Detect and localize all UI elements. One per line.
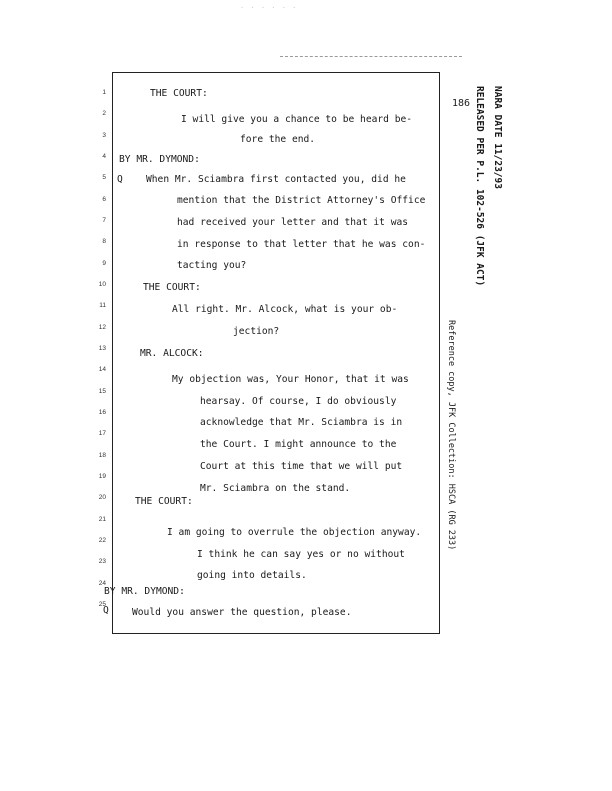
top-smudge: · · · · · · (240, 4, 298, 12)
line-number: 13 (98, 345, 106, 352)
transcript-line: I think he can say yes or no without (197, 549, 405, 560)
examiner-label: BY MR. DYMOND: (119, 154, 200, 165)
transcript-line: going into details. (197, 570, 307, 581)
release-stamp-line-2: NARA DATE 11/23/93 (492, 86, 503, 189)
transcript-line: All right. Mr. Alcock, what is your ob- (172, 304, 398, 315)
transcript-line: Mr. Sciambra on the stand. (200, 483, 351, 494)
transcript-line: jection? (233, 326, 280, 337)
transcript-line: I am going to overrule the objection anyway. (167, 527, 422, 538)
line-number: 22 (98, 537, 106, 544)
line-number: 12 (98, 324, 106, 331)
speaker-label: THE COURT: (135, 496, 193, 507)
transcript-line: in response to that letter that he was con- (177, 239, 426, 250)
transcript-line: When Mr. Sciambra first contacted you, did he (146, 174, 406, 185)
line-number: 8 (102, 238, 106, 245)
line-number: 18 (98, 452, 106, 459)
line-number: 10 (98, 281, 106, 288)
line-number: 6 (102, 196, 106, 203)
release-stamp-line-1: RELEASED PER P.L. 102-526 (JFK ACT) (474, 86, 485, 287)
transcript-line: Court at this time that we will put (200, 461, 403, 472)
line-number: 1 (102, 89, 106, 96)
transcript-line: the Court. I might announce to the (200, 439, 397, 450)
line-number: 16 (98, 409, 106, 416)
line-number: 5 (102, 174, 106, 181)
line-number: 23 (98, 558, 106, 565)
line-number: 9 (102, 260, 106, 267)
line-number: 2 (102, 110, 106, 117)
line-number: 15 (98, 388, 106, 395)
margin-rule (112, 72, 113, 632)
line-number: 3 (102, 132, 106, 139)
transcript-line: acknowledge that Mr. Sciambra is in (200, 417, 403, 428)
transcript-line: My objection was, Your Honor, that it was (172, 374, 409, 385)
transcript-line: I will give you a chance to be heard be- (181, 114, 413, 125)
question-marker: Q (103, 605, 109, 616)
line-number: 25 (98, 601, 106, 608)
line-number: 14 (98, 366, 106, 373)
transcript-line: had received your letter and that it was (177, 217, 409, 228)
line-number: 4 (102, 153, 106, 160)
reference-note: Reference copy, JFK Collection: HSCA (RG 233) (446, 320, 456, 551)
transcript-line: mention that the District Attorney's Office (177, 195, 426, 206)
release-stamp (474, 86, 514, 287)
line-number: 21 (98, 516, 106, 523)
transcript-line: Would you answer the question, please. (132, 607, 352, 618)
line-number: 24 (98, 580, 106, 587)
speaker-label: THE COURT: (143, 282, 201, 293)
transcript-line: hearsay. Of course, I do obviously (200, 396, 397, 407)
transcript-line: tacting you? (177, 260, 247, 271)
line-number: 7 (102, 217, 106, 224)
line-number: 11 (99, 302, 106, 309)
line-number: 20 (98, 494, 106, 501)
speaker-label: THE COURT: (150, 88, 208, 99)
page-number: 186 (452, 98, 471, 109)
line-number: 19 (98, 473, 106, 480)
transcript-line: fore the end. (240, 134, 316, 145)
question-marker: Q (117, 174, 123, 185)
examiner-label: BY MR. DYMOND: (104, 586, 185, 597)
top-rule (280, 56, 462, 57)
speaker-label: MR. ALCOCK: (140, 348, 204, 359)
line-number: 17 (98, 430, 106, 437)
